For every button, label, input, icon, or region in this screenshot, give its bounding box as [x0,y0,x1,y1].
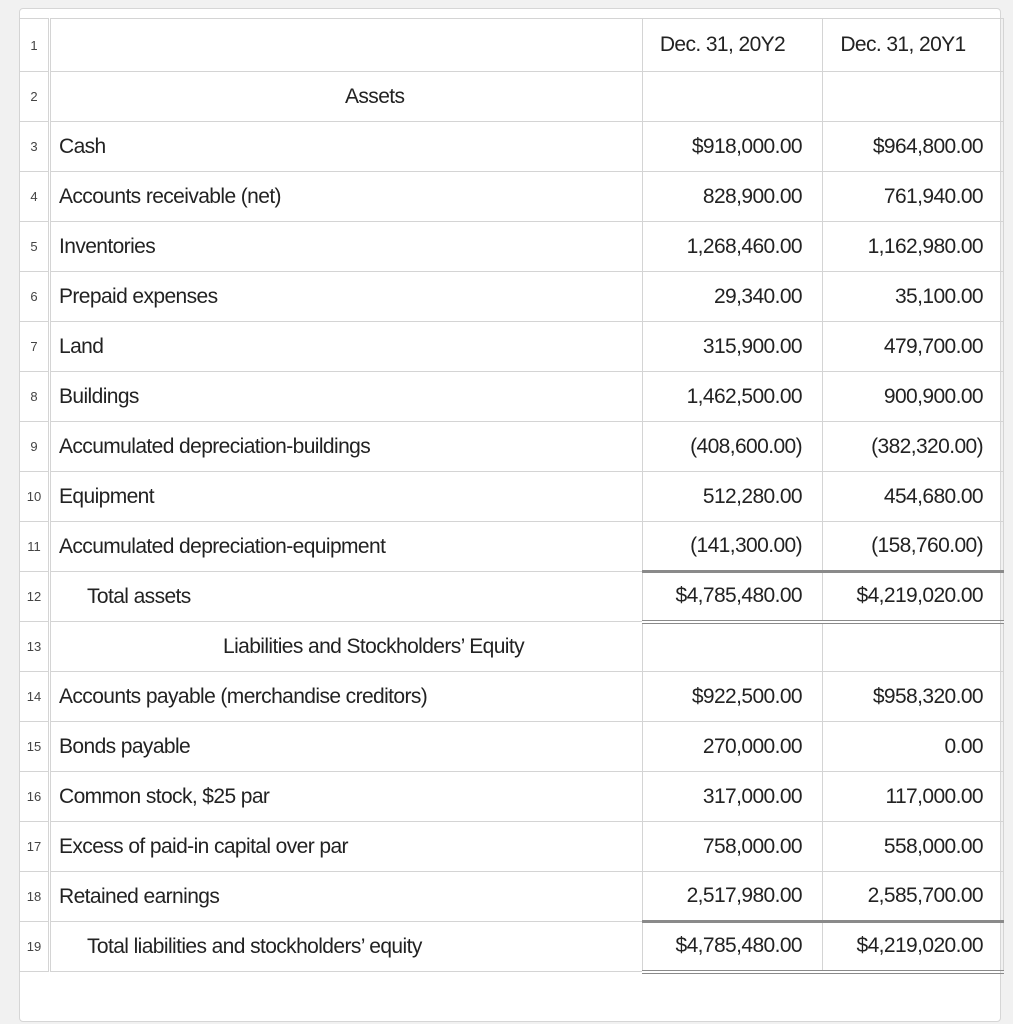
row-number: 13 [20,622,50,672]
value-cell-20y1[interactable]: 761,940.00 [823,172,1004,222]
row-number: 15 [20,722,50,772]
table-row [20,822,1004,872]
row-number: 7 [20,322,50,372]
value-cell-20y2[interactable]: 1,462,500.00 [643,372,823,422]
table-row-total-assets [20,572,1004,622]
label-cell[interactable]: Accounts receivable (net) [50,172,643,222]
value-cell-20y2[interactable] [643,72,823,122]
label-cell[interactable]: Excess of paid-in capital over par [50,822,643,872]
table-row [20,472,1004,522]
label-cell[interactable]: Accumulated depreciation-equipment [50,522,643,572]
row-number: 6 [20,272,50,322]
label-cell[interactable]: Total assets [50,572,643,622]
value-cell-20y2[interactable] [643,622,823,672]
value-cell-20y1[interactable]: (382,320.00) [823,422,1004,472]
label-cell[interactable]: Bonds payable [50,722,643,772]
value-cell-20y2[interactable]: 1,268,460.00 [643,222,823,272]
label-cell[interactable]: Inventories [50,222,643,272]
table-row [20,872,1004,922]
value-cell-20y1[interactable]: 35,100.00 [823,272,1004,322]
row-number: 1 [20,19,50,72]
row-number: 12 [20,572,50,622]
label-cell[interactable] [50,19,643,72]
label-cell[interactable]: Total liabilities and stockholders’ equity [50,922,643,972]
label-cell[interactable]: Accumulated depreciation-buildings [50,422,643,472]
value-cell-20y2[interactable]: 758,000.00 [643,822,823,872]
row-number: 3 [20,122,50,172]
label-cell[interactable]: Cash [50,122,643,172]
table-row [20,372,1004,422]
value-cell-20y1[interactable]: 900,900.00 [823,372,1004,422]
row-number: 17 [20,822,50,872]
value-cell-20y1[interactable]: $964,800.00 [823,122,1004,172]
balance-sheet-table [19,18,1004,974]
row-number: 10 [20,472,50,522]
value-cell-20y1[interactable]: 2,585,700.00 [823,872,1004,922]
table-row [20,72,1004,122]
value-cell-20y1[interactable]: 117,000.00 [823,772,1004,822]
row-number: 2 [20,72,50,122]
value-cell-20y1[interactable]: $4,219,020.00 [823,922,1004,972]
row-number: 16 [20,772,50,822]
header-dec-31-20y2[interactable]: Dec. 31, 20Y2 [643,19,823,72]
table-row [20,172,1004,222]
value-cell-20y1[interactable]: (158,760.00) [823,522,1004,572]
value-cell-20y2[interactable]: 512,280.00 [643,472,823,522]
value-cell-20y2[interactable]: (408,600.00) [643,422,823,472]
value-cell-20y2[interactable]: (141,300.00) [643,522,823,572]
section-heading-liabilities[interactable]: Liabilities and Stockholders’ Equity [50,622,643,672]
row-number: 5 [20,222,50,272]
table-row [20,672,1004,722]
value-cell-20y2[interactable]: $4,785,480.00 [643,922,823,972]
row-number: 11 [20,522,50,572]
value-cell-20y1[interactable]: $958,320.00 [823,672,1004,722]
table-row [20,272,1004,322]
value-cell-20y2[interactable]: $4,785,480.00 [643,572,823,622]
row-number: 18 [20,872,50,922]
value-cell-20y1[interactable] [823,72,1004,122]
value-cell-20y2[interactable]: $918,000.00 [643,122,823,172]
value-cell-20y2[interactable]: $922,500.00 [643,672,823,722]
table-row [20,522,1004,572]
table-row [20,622,1004,672]
value-cell-20y2[interactable]: 2,517,980.00 [643,872,823,922]
label-cell[interactable]: Retained earnings [50,872,643,922]
value-cell-20y1[interactable]: 454,680.00 [823,472,1004,522]
row-number: 9 [20,422,50,472]
value-cell-20y1[interactable] [823,622,1004,672]
value-cell-20y1[interactable]: $4,219,020.00 [823,572,1004,622]
row-number: 4 [20,172,50,222]
value-cell-20y2[interactable]: 828,900.00 [643,172,823,222]
table-row [20,322,1004,372]
table-row [20,222,1004,272]
value-cell-20y1[interactable]: 0.00 [823,722,1004,772]
label-cell[interactable]: Equipment [50,472,643,522]
label-cell[interactable]: Common stock, $25 par [50,772,643,822]
label-cell[interactable]: Prepaid expenses [50,272,643,322]
row-number: 8 [20,372,50,422]
value-cell-20y2[interactable]: 317,000.00 [643,772,823,822]
label-cell[interactable]: Land [50,322,643,372]
label-cell[interactable]: Buildings [50,372,643,422]
row-number: 19 [20,922,50,972]
value-cell-20y2[interactable]: 29,340.00 [643,272,823,322]
row-number: 14 [20,672,50,722]
value-cell-20y1[interactable]: 1,162,980.00 [823,222,1004,272]
value-cell-20y1[interactable]: 558,000.00 [823,822,1004,872]
value-cell-20y1[interactable]: 479,700.00 [823,322,1004,372]
value-cell-20y2[interactable]: 315,900.00 [643,322,823,372]
table-row [20,422,1004,472]
table-row [20,19,1004,72]
section-heading-assets[interactable]: Assets [50,72,643,122]
value-cell-20y2[interactable]: 270,000.00 [643,722,823,772]
header-dec-31-20y1[interactable]: Dec. 31, 20Y1 [823,19,1004,72]
label-cell[interactable]: Accounts payable (merchandise creditors) [50,672,643,722]
table-row-total-liabilities-equity [20,922,1004,972]
table-row [20,722,1004,772]
table-row [20,772,1004,822]
table-row [20,122,1004,172]
